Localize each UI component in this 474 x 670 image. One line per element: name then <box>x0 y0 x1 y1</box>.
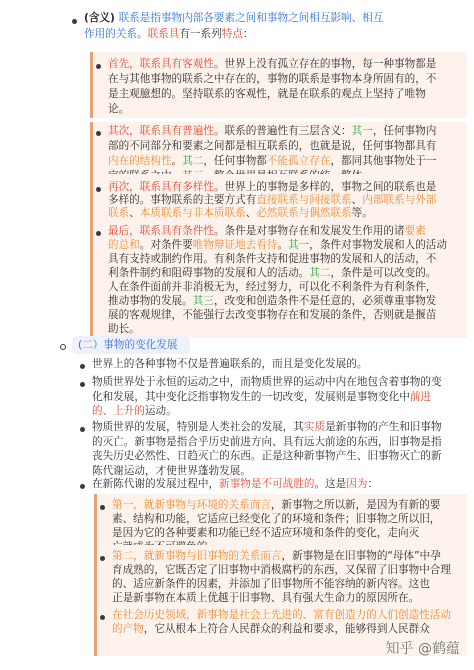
text-run: 是主观臆想的。坚持联系的客观性，就是在联系的观点上坚持了唯物 <box>108 88 426 100</box>
text-line <box>108 102 129 116</box>
bullet-icon <box>80 484 85 489</box>
text-line <box>92 449 442 463</box>
text-run: 育成熟的，它既否定了旧事物中消极腐朽的东西，又保留了旧事物中合理 <box>112 564 451 576</box>
text-run: 、 <box>351 194 363 206</box>
text-run: 的产物 <box>112 623 144 635</box>
text-run: ，条件是可以改变的。 <box>330 267 437 279</box>
text-run: 新事物是社会上先进的、富有创造力的人们创造性活动 <box>196 609 451 621</box>
text-run: 本质联系与非本质联系 <box>139 207 246 219</box>
text-run: 其二 <box>309 267 331 279</box>
text-run: (含义) <box>84 12 119 24</box>
text-run: 作用的关系 <box>84 28 137 40</box>
text-run: 。世界上的事物是多样的，事物之间的联系也是 <box>213 181 437 193</box>
text-line <box>92 420 442 434</box>
text-line <box>108 124 436 138</box>
text-run: 在社会历史领域， <box>112 609 197 621</box>
bullet-icon <box>80 364 85 369</box>
text-line <box>108 280 436 294</box>
text-line <box>92 464 251 478</box>
text-run: 人在条件面前并非消极无为，经过努力，可以化不利条件为有利条件， <box>108 281 437 293</box>
text-run: 其二 <box>182 155 204 167</box>
text-line <box>108 238 447 252</box>
text-run: 。联系的普遍性有三层含义： <box>213 125 352 137</box>
text-line <box>112 512 440 526</box>
text-run: 。 <box>277 239 289 251</box>
text-line <box>108 180 436 194</box>
text-run: 陈代谢运动，才使世界蓬勃发展。 <box>92 464 251 477</box>
text-run: 内部联系与外部 <box>362 194 437 206</box>
text-line <box>84 11 383 25</box>
text-run: 实质 <box>303 421 326 433</box>
text-line <box>108 72 436 86</box>
text-run: 必然联系与偶然联系 <box>256 207 352 219</box>
text-run: 是新事物的产生和旧事物 <box>325 421 442 433</box>
bullet-icon <box>96 64 101 69</box>
text-run: 其一 <box>351 125 373 137</box>
text-run: 联系具有多样性 <box>139 181 214 193</box>
text-run: 等。 <box>351 207 373 219</box>
text-run: 联系具 <box>147 28 180 40</box>
text-run: 、 <box>245 207 257 219</box>
text-run: 在新陈代谢的发展过程中， <box>92 478 220 490</box>
bullet-icon <box>100 556 105 561</box>
text-line <box>108 87 426 101</box>
text-run: 、 <box>129 207 140 219</box>
bullet-icon <box>100 615 105 620</box>
text-run: 论。 <box>108 103 130 115</box>
text-run: ： <box>367 478 379 490</box>
text-run: 的总和 <box>108 239 140 251</box>
text-line <box>112 577 430 591</box>
text-run: 内在的结构性 <box>108 155 172 167</box>
text-line <box>108 266 436 280</box>
text-run: 就新事物与旧事物的关系而言 <box>143 550 282 562</box>
text-run: ，任何事物内 <box>372 125 437 137</box>
text-run: 世界上的各种事物不仅是普遍联系的，而且是变化发展的。 <box>92 358 368 370</box>
text-run: 。 <box>136 28 148 40</box>
text-run: 联系具有普遍性 <box>139 125 214 137</box>
text-run: 是因为它的各种要素和功能已经不适应环境和条件的变化，走向灭 <box>112 527 420 539</box>
bullet-icon <box>96 187 101 192</box>
text-run: 的、上升的 <box>92 405 145 417</box>
text-line <box>108 139 436 153</box>
bullet-icon <box>96 131 101 136</box>
text-run: 物质世界处于永恒的运动之中，而物质世界的运动中内在地包含着事物的变 <box>92 376 442 388</box>
text-line <box>112 563 451 577</box>
text-line <box>92 477 378 491</box>
text-run: ，新事物之所以新，是因为有新的要 <box>270 499 441 511</box>
text-line <box>112 622 430 636</box>
text-line <box>108 322 140 336</box>
text-run: 运动。 <box>144 405 177 417</box>
text-run: 联系 <box>108 207 130 219</box>
text-run: 的灭亡。新事物是指合乎历史前进方向、具有远大前途的东西，旧事物是指 <box>92 435 442 448</box>
text-line <box>108 193 436 207</box>
text-line <box>108 252 436 266</box>
text-run: 的、适应新条件的因素，并添加了旧事物所不能容纳的新内容。这也 <box>112 578 430 590</box>
text-run: 有一系列 <box>179 28 222 40</box>
text-run: 化和发展，其中变化泛指事物发生的一切改变，发展则是事物变化中 <box>92 390 410 403</box>
text-line <box>108 294 436 308</box>
text-line <box>108 206 373 220</box>
text-line <box>108 57 436 71</box>
text-run: 再次， <box>108 181 140 193</box>
bullet-icon <box>100 505 105 510</box>
text-line <box>92 404 177 418</box>
text-run: 。 <box>171 155 183 167</box>
text-run: ，条件对事物发展和人的活动 <box>309 239 447 251</box>
text-line <box>92 390 431 404</box>
text-run: ，新事物是在旧事物的“母体”中孕 <box>281 550 441 562</box>
text-line <box>112 549 441 563</box>
text-run: 直接联系与间接联系 <box>256 194 352 206</box>
text-run: 联系是指事物内部各要素之间和事物之间相互影响、相互 <box>118 12 384 24</box>
text-run: 在与其他事物的联系之中存在的，事物的联系是事物本身所固有的，不 <box>108 73 437 85</box>
text-run: 因为 <box>346 478 368 490</box>
text-line <box>92 435 442 449</box>
text-run: ，都同其他事物处于一 <box>330 155 437 167</box>
bullet-icon <box>72 19 77 24</box>
text-run: 要素 <box>404 225 426 237</box>
text-line <box>112 591 419 605</box>
text-line <box>108 154 436 168</box>
text-run: 联系具有客观性 <box>139 58 214 70</box>
section-title: (二）事物的变化发展 <box>78 339 178 351</box>
text-run: 多样的。事物联系的主要方式有 <box>108 194 257 206</box>
text-run: 部的不同部分和要素之间都是相互联系的，也就是说，任何事物都具有 <box>108 140 437 152</box>
text-run: 。对条件要 <box>139 239 193 251</box>
text-line <box>108 224 426 238</box>
text-run: 第二， <box>112 550 144 562</box>
text-run: 具有支持或制约作用。有利条件支持和促进事物的发展和人的活动，不 <box>108 253 437 265</box>
text-run: 就新事物与环境的关系而言 <box>143 499 271 511</box>
text-run: 联系具有条件性 <box>139 225 214 237</box>
text-run: 特点 <box>221 28 243 40</box>
text-run: 其次， <box>108 125 140 137</box>
text-run: 展的客观规律，不能强行去改变事物存在和发展的条件，否则就是揠苗 <box>108 309 437 321</box>
text-run: ，它从根本上符合人民群众的利益和要求，能够得到人民群众 <box>143 623 430 635</box>
text-line <box>112 526 419 540</box>
text-run: 最后， <box>108 225 140 237</box>
text-run: ： <box>242 28 254 40</box>
text-run: 助长。 <box>108 323 140 335</box>
text-run: 前进 <box>409 390 431 403</box>
text-run: 。世界上没有孤立存在的事物，每一种事物都是 <box>213 58 437 70</box>
text-run: 正是新事物在本质上优越于旧事物、具有强大生命力的原因所在。 <box>112 592 420 604</box>
text-run: 物质世界的发展，特别是人类社会的发展，其 <box>92 421 304 433</box>
text-run: 首先， <box>108 58 140 70</box>
text-run: 不能孤立存在 <box>266 155 331 167</box>
watermark: 知乎 @鹤蕴 <box>385 641 460 657</box>
text-run: 推动事物的发展。 <box>108 295 193 307</box>
text-line <box>92 375 442 389</box>
text-run: ，任何事物都 <box>203 155 267 167</box>
text-run: 素、结构和功能，它适应已经变化了的环境和条件；旧事物之所以旧， <box>112 513 441 525</box>
bullet-icon <box>80 427 85 432</box>
bullet-icon <box>80 382 85 387</box>
text-run: 。条件是对事物存在和发展发生作用的诸 <box>213 225 405 237</box>
text-line <box>112 498 440 512</box>
text-run: ，改变和创造条件不是任意的，必须尊重事物发 <box>213 295 437 307</box>
text-run: 新事物是不可战胜的 <box>219 478 315 490</box>
text-run: 利条件制约和阻碍事物的发展和人的活动。 <box>108 267 310 279</box>
text-run: 其一 <box>288 239 310 251</box>
text-line <box>108 308 436 322</box>
text-run: 。这是 <box>314 478 347 490</box>
text-line <box>92 357 367 371</box>
text-run: 丧失历史必然性、日趋灭亡的东西。正是这种新事物产生、旧事物灭亡的新 <box>92 450 442 462</box>
text-run: 其三 <box>192 295 214 307</box>
text-run: 唯物辩证地去看待 <box>192 239 278 251</box>
section-bullet-icon <box>60 344 66 350</box>
text-run: 第一， <box>112 499 144 511</box>
bullet-icon <box>96 231 101 236</box>
text-line <box>84 27 254 41</box>
text-line <box>112 608 451 622</box>
